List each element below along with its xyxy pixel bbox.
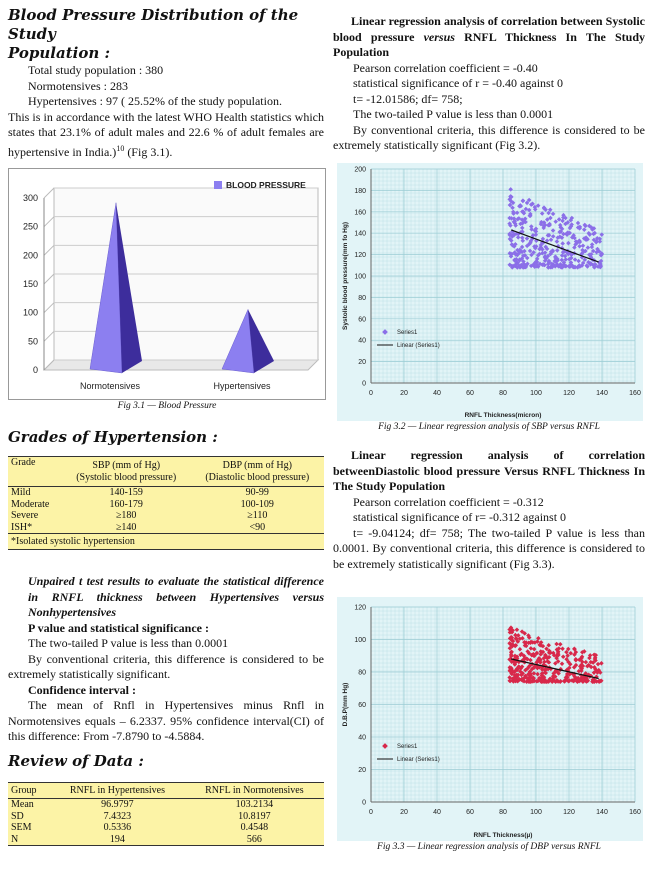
x-tick-label: 120 — [563, 390, 575, 397]
x-tick-label: 100 — [530, 809, 542, 816]
y-tick-label: 100 — [22, 307, 38, 318]
hypertensives-count: Hypertensives : 97 ( 25.52% of the study population. — [28, 94, 282, 108]
reg2-title: Linear regression analysis of correlation betweenDiastolic blood pressure Versus RNFL Thickness In The Study Population — [333, 448, 645, 493]
x-tick-label: 60 — [466, 809, 474, 816]
chart-floor — [44, 360, 318, 370]
y-tick-label: 40 — [358, 337, 366, 345]
review-header-group: Group — [8, 783, 50, 799]
y-tick-label: 20 — [358, 767, 366, 774]
x-tick-label: Hypertensives — [213, 381, 271, 391]
legend-label: BLOOD PRESSURE — [226, 180, 306, 190]
y-tick-label: 20 — [358, 359, 366, 367]
table-row: Moderate 160-179 100-109 — [11, 498, 274, 510]
y-tick-label: 120 — [354, 252, 366, 260]
y-tick-label: 0 — [32, 365, 38, 375]
x-tick-label: 60 — [466, 390, 474, 397]
reg2-significance: statistical significance of r= -0.312 against 0 — [353, 510, 567, 524]
grades-header-grade: Grade — [8, 457, 62, 487]
x-tick-label: 140 — [596, 809, 608, 816]
grades-header-dbp: DBP (mm of Hg) (Diastolic blood pressure) — [191, 457, 324, 487]
fig3-caption: Fig 3.3 — Linear regression analysis of DBP versus RNFL — [377, 842, 601, 852]
y-tick-label: 200 — [354, 166, 366, 174]
y-tick-label: 0 — [362, 380, 366, 388]
x-tick-label: 160 — [629, 809, 641, 816]
y-tick-label: 60 — [358, 316, 366, 324]
x-tick-label: 140 — [596, 390, 608, 397]
y-tick-label: 100 — [354, 273, 366, 281]
reg1-title: Linear regression analysis of correlation between Systolic blood pressure versus RNFL Thickness In The Study Population — [333, 14, 646, 59]
legend-label: Linear (Series1) — [397, 757, 440, 763]
bp-heading-line1: Blood Pressure Distribution of the Study — [8, 6, 299, 43]
y-tick-label: 60 — [358, 702, 366, 709]
table-row: SD 7.4323 10.8197 — [11, 810, 271, 822]
normotensives-count: Normotensives : 283 — [28, 78, 128, 93]
y-tick-label: 160 — [354, 209, 366, 217]
x-tick-label: 20 — [400, 809, 408, 816]
table-row: Severe ≥180 ≥110 — [11, 510, 268, 521]
table-row: Mild 140-159 90-99 — [11, 487, 269, 498]
x-tick-label: 0 — [369, 390, 373, 397]
ci-text: The mean of Rnfl in Hypertensives minus Rnfl in Normotensives equals – 6.2337. 95% confidence interval(CI) of this difference: From -7.8790 to -4.5884. — [8, 698, 324, 743]
review-heading: Review of Data : — [8, 752, 144, 770]
legend-label: Series1 — [397, 744, 418, 750]
reg2-pearson: Pearson correlation coefficient = -0.312 — [353, 494, 544, 509]
review-header-hyper: RNFL in Hypertensives — [50, 783, 185, 799]
review-header-normo: RNFL in Normotensives — [185, 783, 324, 799]
y-tick-label: 100 — [354, 637, 366, 644]
grades-heading: Grades of Hypertension : — [8, 428, 218, 446]
reference-superscript: 10 — [116, 143, 125, 153]
y-tick-label: 120 — [354, 604, 366, 612]
x-tick-label: 100 — [530, 390, 542, 397]
blood-pressure-chart — [8, 168, 326, 400]
x-axis-label: RNFL Thickness(micron) — [464, 412, 542, 419]
total-population: Total study population : 380 — [28, 63, 164, 77]
y-axis-label: D.B.P(mm Hg) — [342, 682, 349, 727]
x-tick-label: 80 — [499, 390, 507, 397]
y-tick-label: 250 — [22, 221, 38, 232]
fig1-caption: Fig 3.1 — Blood Pressure — [117, 401, 217, 411]
y-axis-label: Systolic blood pressure(mm fo Hg) — [342, 222, 349, 330]
ci-heading: Confidence interval : — [28, 682, 136, 697]
x-tick-label: 40 — [433, 809, 441, 816]
legend-label: Series1 — [397, 330, 418, 336]
y-tick-label: 180 — [354, 187, 366, 195]
table-row: ISH* ≥140 <90 — [8, 522, 324, 534]
y-tick-label: 150 — [22, 279, 38, 289]
reg1-significance: statistical significance of r = -0.40 against 0 — [353, 76, 564, 90]
ttest-title: Unpaired t test results to evaluate the statistical difference in RNFL thickness between Hypertensives versus Nonhypertensives — [28, 574, 324, 619]
y-tick-label: 300 — [22, 193, 38, 203]
grades-table — [8, 456, 324, 550]
reg1-conclusion: By conventional criteria, this difference is considered to be extremely statistically significant (Fig 3.2). — [333, 122, 645, 152]
reg1-t: t= -12.01586; df= 758; — [353, 91, 463, 106]
grades-footnote: *Isolated systolic hypertension — [8, 534, 324, 550]
reg2-conclusion: t= -9.04124; df= 758; The two-tailed P value is less than 0.0001. By conventional criteria, this difference is considered to be extremely statistically significant (Fig 3.3). — [333, 525, 645, 571]
x-tick-label: Normotensives — [79, 381, 141, 391]
grades-header-sbp: SBP (mm of Hg) (Systolic blood pressure) — [62, 457, 191, 487]
sbp-rnfl-scatter — [337, 163, 643, 421]
y-tick-label: 80 — [358, 669, 366, 677]
bp-paragraph: This is in accordance with the latest WHO Health statistics which states that 23.1% of adult males and 22.6 % of adult females are hypertensive in India.)$^{10}$ (Fig 3.1). — [8, 109, 324, 159]
x-tick-label: 160 — [629, 390, 641, 397]
y-tick-label: 140 — [354, 230, 366, 238]
legend-swatch — [214, 181, 222, 189]
x-tick-label: 0 — [369, 809, 373, 816]
pvalue-conclusion: By conventional criteria, this difference is considered to be extremely statistically significant. — [8, 651, 324, 681]
y-tick-label: 0 — [362, 799, 366, 807]
bp-heading-line2: Population : — [8, 44, 110, 62]
dbp-rnfl-scatter — [337, 597, 643, 841]
table-row: N 194 566 — [8, 834, 324, 846]
fig2-caption: Fig 3.2 — Linear regression analysis of SBP versus RNFL — [378, 422, 600, 432]
y-tick-label: 200 — [22, 250, 38, 261]
x-axis-label: RNFL Thickness(µ) — [473, 832, 533, 839]
x-tick-label: 120 — [563, 809, 575, 816]
x-tick-label: 40 — [433, 390, 441, 397]
review-table — [8, 782, 324, 846]
reg1-pearson: Pearson correlation coefficient = -0.40 — [353, 60, 538, 75]
table-row: SEM 0.5336 0.4548 — [11, 822, 269, 833]
reg1-pvalue: The two-tailed P value is less than 0.0001 — [353, 107, 554, 121]
x-tick-label: 20 — [400, 390, 408, 397]
table-row: Mean 96.9797 103.2134 — [11, 799, 274, 810]
y-tick-label: 40 — [358, 734, 366, 742]
y-tick-label: 80 — [358, 294, 366, 302]
x-tick-label: 80 — [499, 809, 507, 816]
pvalue-heading: P value and statistical significance : — [28, 620, 209, 635]
y-tick-label: 50 — [27, 336, 38, 347]
legend-label: Linear (Series1) — [397, 343, 440, 349]
pvalue-line: The two-tailed P value is less than 0.0001 — [28, 636, 229, 650]
